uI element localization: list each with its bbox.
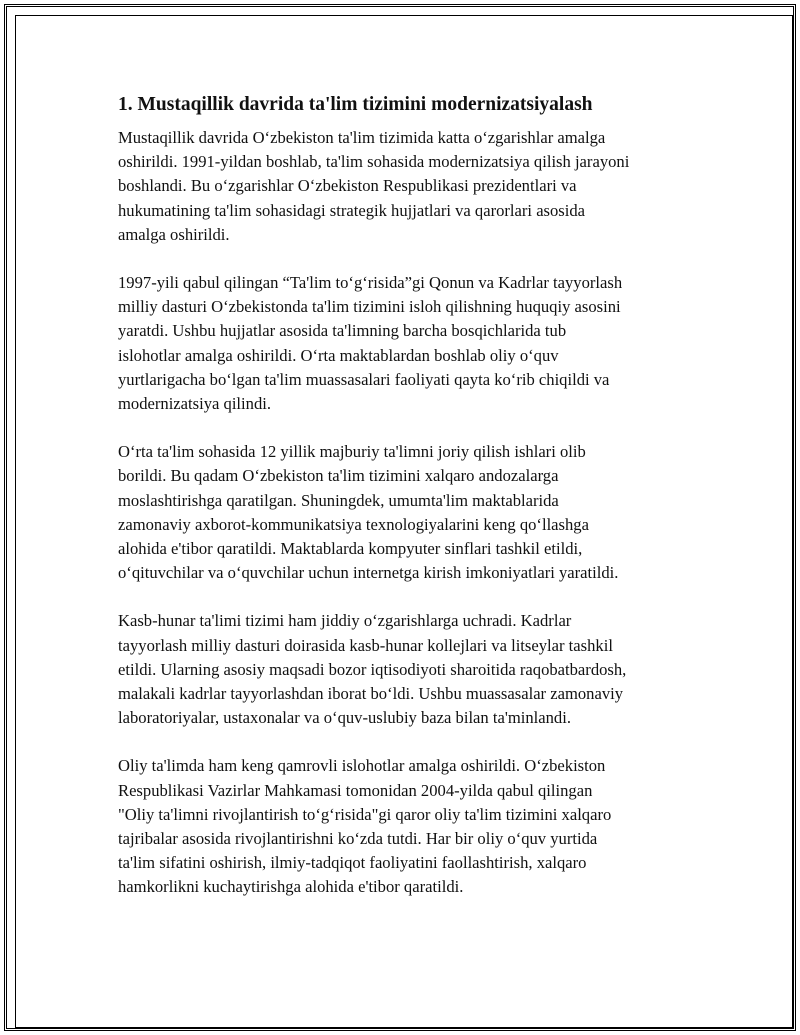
text-line: O‘rta ta'lim sohasida 12 yillik majburiy ta'limni joriy qilish ishlari olib: [118, 442, 586, 462]
text-line: Mustaqillik davrida O‘zbekiston ta'lim tizimida katta o‘zgarishlar amalga: [118, 128, 606, 147]
text-line: o‘qituvchilar va o‘quvchilar uchun internetga kirish imkoniyatlari yaratildi.: [118, 563, 619, 583]
text-line: modernizatsiya qilindi.: [118, 394, 271, 414]
text-line: tajribalar asosida rivojlantirishni ko‘zda tutdi. Har bir oliy o‘quv yurtida: [118, 829, 598, 849]
text-line: etildi. Ularning asosiy maqsadi bozor iqtisodiyoti sharoitida raqobatbardosh,: [118, 659, 627, 679]
paragraph-1997-law: [118, 271, 693, 416]
text-line: yurtlarigacha bo‘lgan ta'lim muassasalari faoliyati qayta ko‘rib chiqildi va: [118, 369, 610, 389]
paragraph-higher-education: [118, 754, 693, 899]
text-line: oshirildi. 1991-yildan boshlab, ta'lim sohasida modernizatsiya qilish jarayoni: [118, 152, 630, 172]
text-line: amalga oshirildi.: [118, 224, 230, 244]
text-line: laboratoriyalar, ustaxonalar va o‘quv-uslubiy baza bilan ta'minlandi.: [118, 708, 571, 728]
text-line: 1997-yili qabul qilingan “Ta'lim to‘g‘risida”gi Qonun va Kadrlar tayyorlash: [118, 273, 623, 293]
text-line: zamonaviy axborot-kommunikatsiya texnologiyalarini keng qo‘llashga: [118, 514, 589, 534]
text-line: milliy dasturi O‘zbekistonda ta'lim tizimini isloh qilishning huquqiy asosini: [118, 297, 621, 317]
text-line: ta'lim sifatini oshirish, ilmiy-tadqiqot faoliyatini faollashtirish, xalqaro: [118, 853, 587, 873]
text-line: Oliy ta'limda ham keng qamrovli islohotlar amalga oshirildi. O‘zbekiston: [118, 756, 606, 776]
text-line: hamkorlikni kuchaytirishga alohida e'tibor qaratildi.: [118, 877, 464, 897]
text-line: hukumatining ta'lim sohasidagi strategik hujjatlari va qarorlari asosida: [118, 200, 586, 220]
text-line: borildi. Bu qadam O‘zbekiston ta'lim tizimini xalqaro andozalarga: [118, 466, 559, 486]
section-heading: 1. Mustaqillik davrida ta'lim tizimini modernizatsiyalash: [118, 94, 593, 115]
text-line: alohida e'tibor qaratildi. Maktablarda kompyuter sinflari tashkil etildi,: [118, 539, 583, 559]
text-line: Respublikasi Vazirlar Mahkamasi tomonidan 2004-yilda qabul qilingan: [118, 780, 593, 800]
text-line: islohotlar amalga oshirildi. O‘rta maktablardan boshlab oliy o‘quv: [118, 345, 559, 365]
text-line: boshlandi. Bu o‘zgarishlar O‘zbekiston Respublikasi prezidentlari va: [118, 176, 577, 196]
text-line: "Oliy ta'limni rivojlantirish to‘g‘risida"gi qaror oliy ta'lim tizimini xalqaro: [118, 804, 612, 824]
text-line: Kasb-hunar ta'limi tizimi ham jiddiy o‘zgarishlarga uchradi. Kadrlar: [118, 611, 572, 631]
text-line: moslashtirishga qaratilgan. Shuningdek, umumta'lim maktablarida: [118, 490, 559, 510]
text-line: yaratdi. Ushbu hujjatlar asosida ta'limning barcha bosqichlarida tub: [118, 321, 567, 341]
paragraph-secondary-education: [118, 440, 693, 585]
text-line: tayyorlash milliy dasturi doirasida kasb-hunar kollejlari va litseylar tashkil: [118, 635, 613, 655]
paragraph-vocational-education: [118, 609, 693, 730]
text-line: malakali kadrlar tayyorlashdan iborat bo‘ldi. Ushbu muassasalar zamonaviy: [118, 684, 624, 704]
document-content: [118, 92, 693, 924]
paragraph-independence-intro: [118, 126, 693, 247]
